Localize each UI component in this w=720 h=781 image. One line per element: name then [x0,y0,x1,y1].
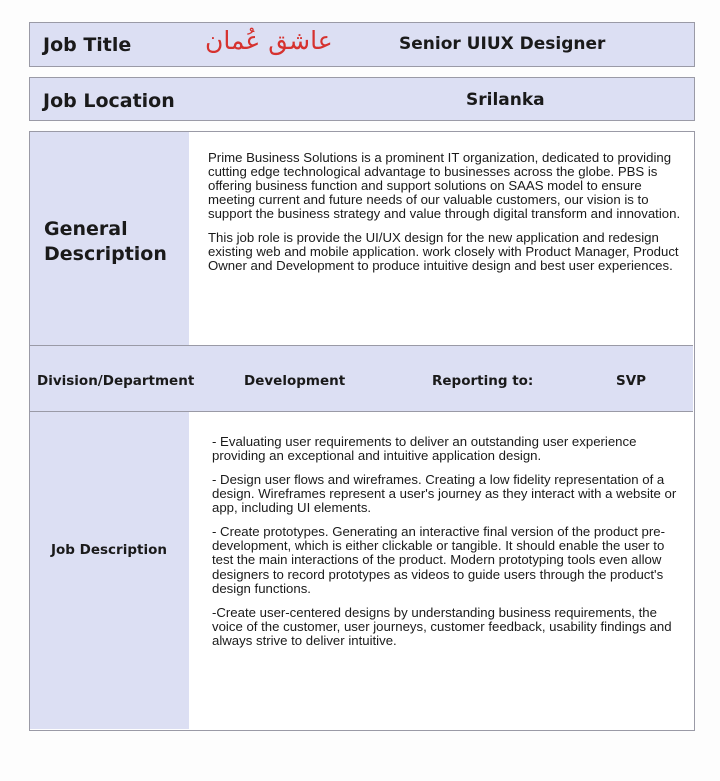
job-description-text [212,435,688,658]
job-description-cell [30,412,189,729]
general-description-text [208,151,686,283]
job-location-row [29,77,695,121]
job-description-item: - Evaluating user requirements to deliver an outstanding user experience providing an exceptional and intuitive application design. [212,434,637,464]
job-title-row [29,22,695,67]
job-location-value: Srilanka [466,90,545,110]
job-title-value: Senior UIUX Designer [399,34,606,54]
job-title-label: Job Title [43,34,132,56]
division-label: Division/Department [37,373,195,389]
general-description-label: General Description [44,218,167,265]
handwritten-annotation: عاشق عُمان [205,26,333,55]
job-location-label: Job Location [43,90,175,112]
general-description-paragraph: This job role is provide the UI/UX design for the new application and redesign existing web and mobile application. work closely with Product Manager, Product Owner and Development to produce intuitive design and best user experiences. [208,230,679,273]
job-description-item: - Design user flows and wireframes. Creating a low fidelity representation of a design. Wireframes represent a user's journey as they interact with a website or app, including UI elements. [212,471,677,516]
general-description-paragraph: Prime Business Solutions is a prominent IT organization, dedicated to providing cutting edge technological advantage to businesses across the globe. PBS is offering business function and support solutions on SAAS model to ensure meeting current and future needs of our valuable customers, our vision is to support the business strategy and value through digital transform and innovation. [208,150,681,221]
division-value: Development [244,373,346,389]
job-description-item: -Create user-centered designs by understanding business requirements, the voice of the customer, user journeys, customer feedback, usability findings and always strive to deliver intuitive. [212,604,672,648]
reporting-to-label: Reporting to: [432,373,534,389]
reporting-to-value: SVP [616,373,647,389]
division-row [30,345,693,412]
job-description-label: Job Description [51,542,167,558]
job-description-item: - Create prototypes. Generating an interactive final version of the product pre-development, which is either clickable or tangible. It should enable the user to test the main interactions of the product. Modern prototyping tools even allow designers to record prototypes as videos to guide users through the product's design functions. [212,524,666,596]
general-description-cell [30,132,189,345]
